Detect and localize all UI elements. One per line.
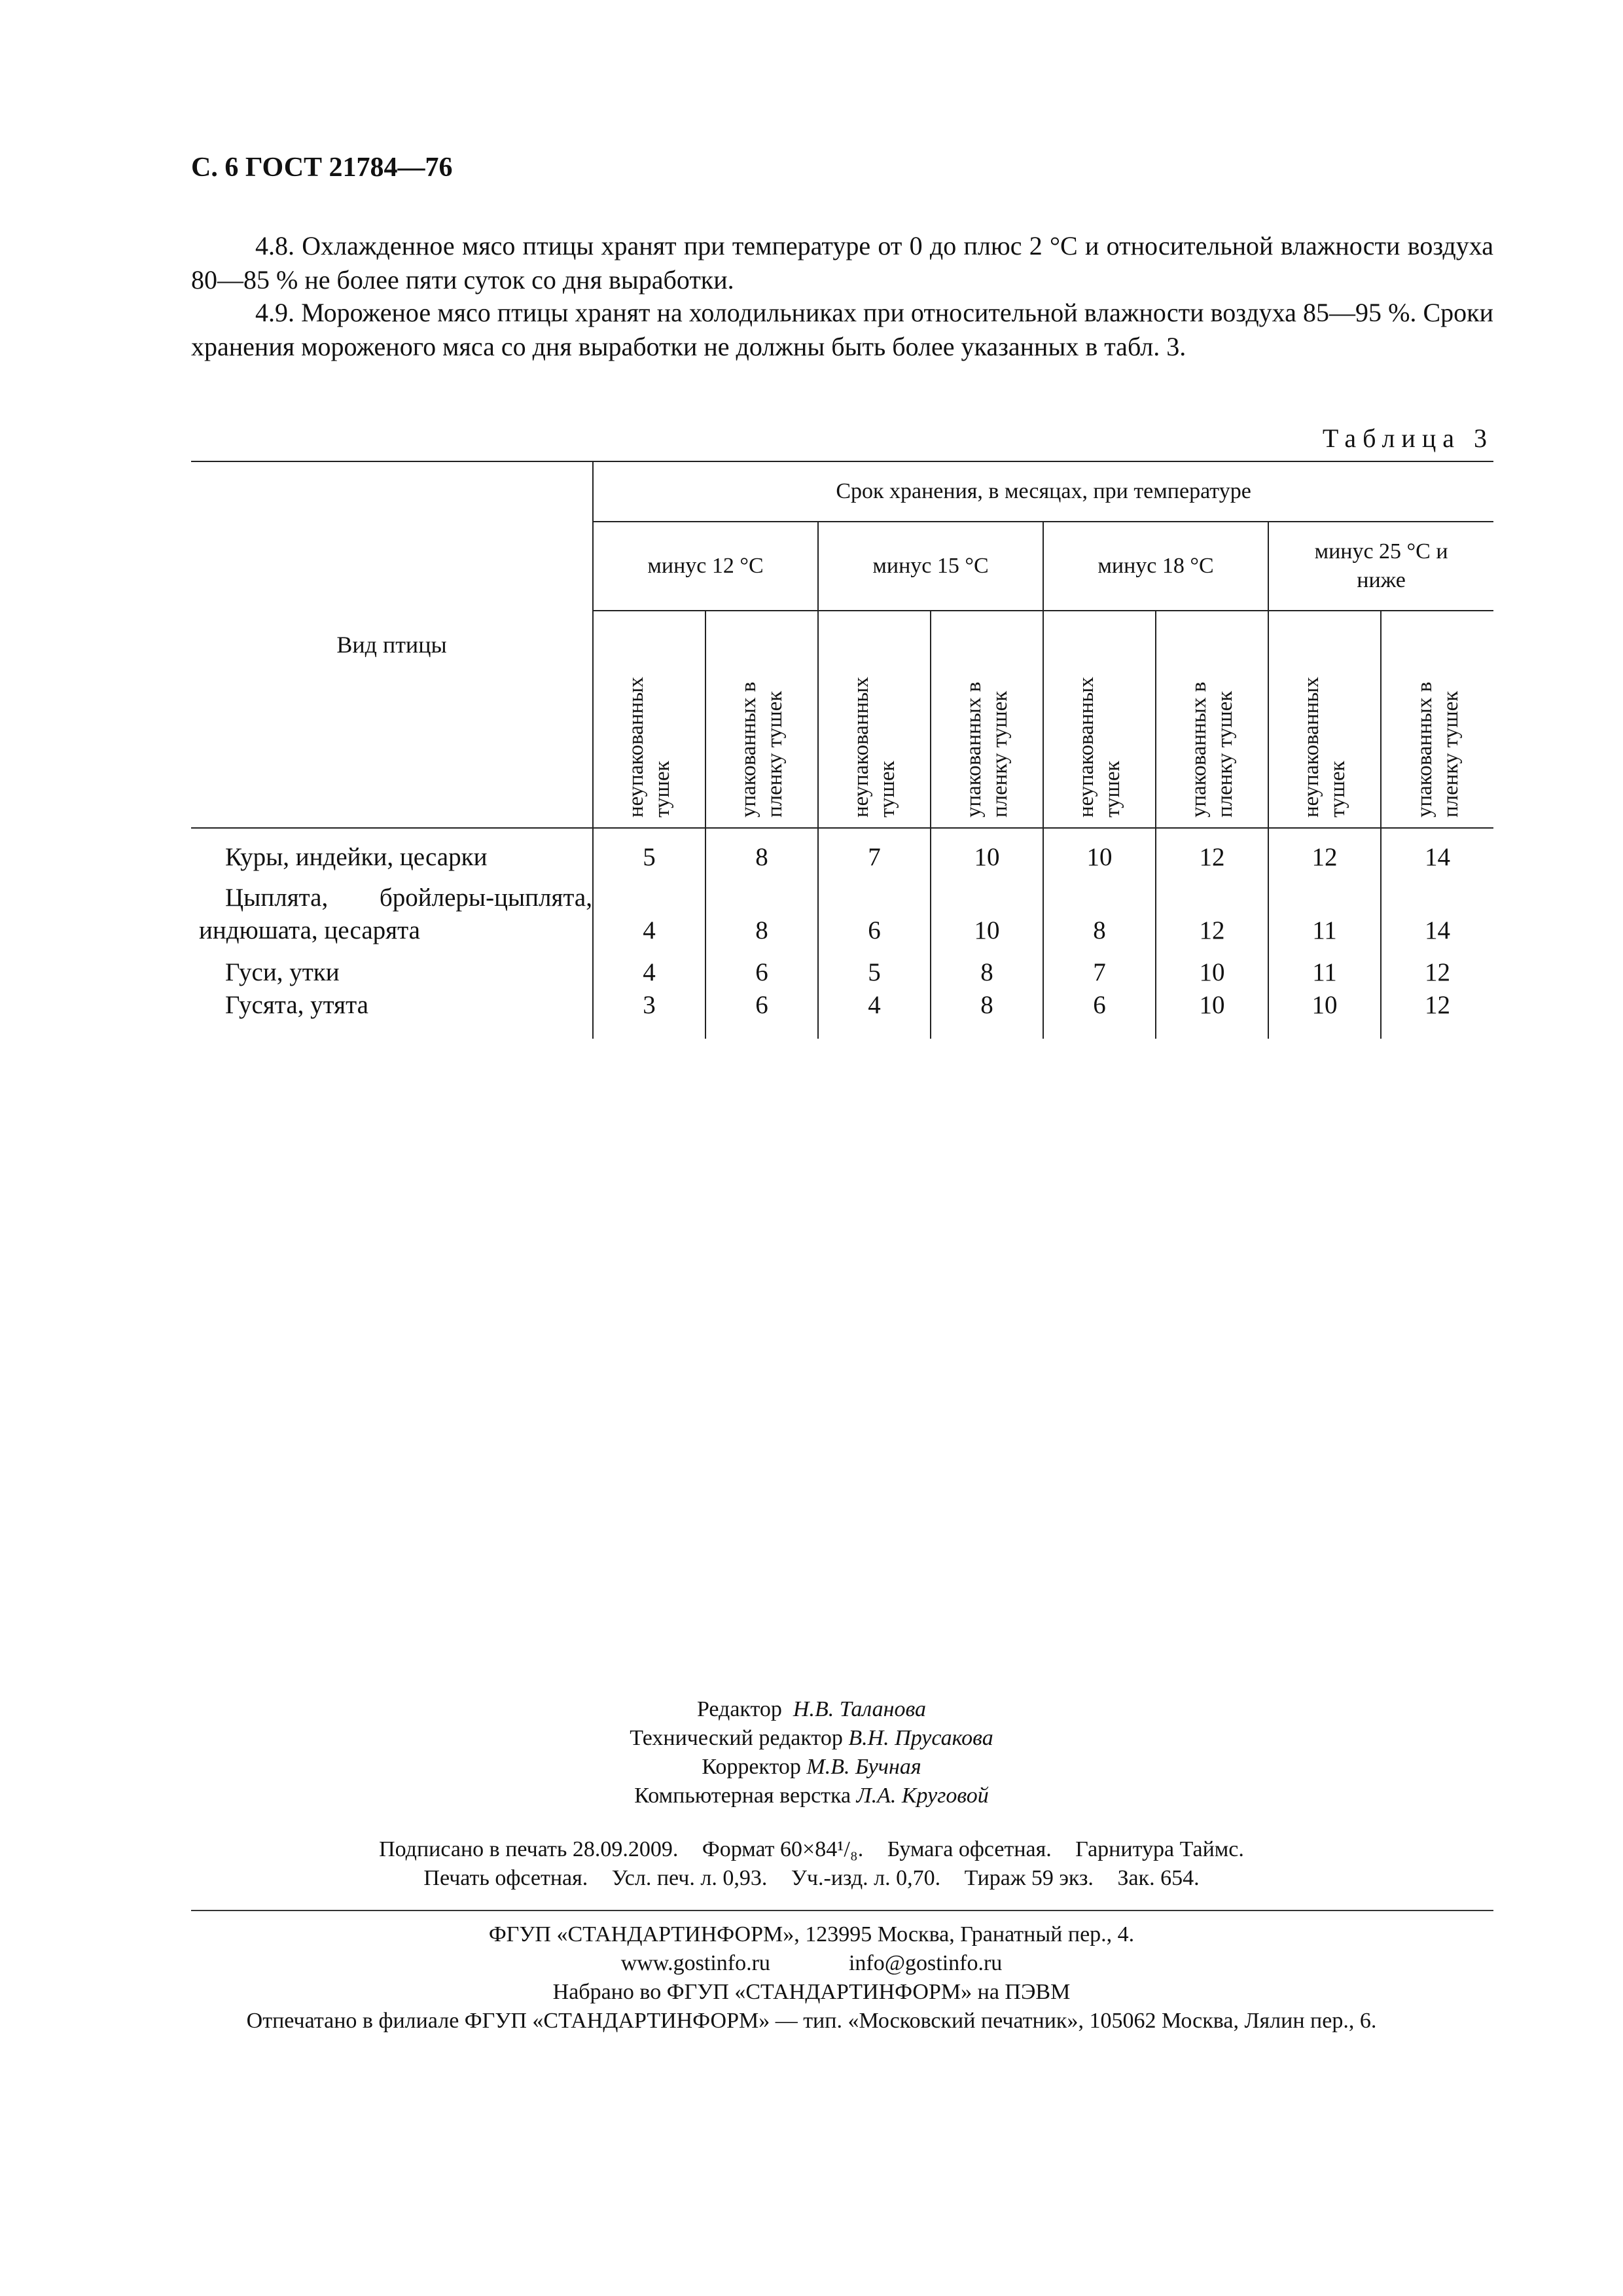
print-zak: Зак. 654. [1117,1866,1200,1890]
temp-header-minus-12: минус 12 °С [593,522,818,611]
publisher-website-link[interactable]: www.gostinfo.ru [620,1951,770,1975]
publisher-address: ФГУП «СТАНДАРТИНФОРМ», 123995 Москва, Гранатный пер., 4. [488,1922,1135,1946]
table-cell: 3 [593,989,705,1039]
table-cell: 6 [818,874,931,947]
paragraph-text: 4.8. Охлажденное мясо птицы хранят при температуре от 0 до плюс 2 °С и относительной влажности воздуха 80—85 % не более пяти суток со дня выработки. [191,231,1493,295]
subheader-text: упакованных в пленку тушек [737,681,787,817]
table-cell: 6 [705,989,818,1039]
publisher-typeset: Набрано во ФГУП «СТАНДАРТИНФОРМ» на ПЭВМ [552,1980,1071,2004]
print-info [0,1835,1623,1893]
table-cell: 8 [1043,874,1156,947]
subheader-unpacked [593,611,705,828]
paragraph-4-8 [191,229,1493,297]
subheader-packed [705,611,818,828]
publisher-block [0,1920,1623,2036]
subheader-text: упакованных в пленку тушек [1187,681,1237,817]
credit-name: Л.А. Круговой [856,1784,989,1808]
table-row [191,989,1493,1039]
print-uch: Уч.-изд. л. 0,70. [791,1866,941,1890]
subheader-unpacked [818,611,931,828]
table-row [191,828,1493,874]
credit-tech-editor [0,1724,1623,1753]
row-bird-name: Куры, индейки, цесарки [225,843,488,871]
page-header: С. 6 ГОСТ 21784—76 [191,152,453,183]
print-info-line-1 [0,1835,1623,1864]
temp-header-minus-18: минус 18 °С [1043,522,1268,611]
print-format: Формат 60×84¹/₈. [702,1837,864,1861]
temp-header-minus-15: минус 15 °С [818,522,1043,611]
print-signed: Подписано в печать 28.09.2009. [379,1837,679,1861]
subheader-packed [1381,611,1493,828]
paragraph-text: 4.9. Мороженое мясо птицы хранят на холодильниках при относительной влажности воздуха 85—95 %. Сроки хранения мороженого мяса со дня выработки не должны быть более указанных в табл. 3. [191,298,1493,361]
group-header-storage-period: Срок хранения, в месяцах, при температуре [593,461,1493,522]
table-cell: 4 [593,874,705,947]
table-cell: 8 [931,989,1043,1039]
subheader-text: упакованных в пленку тушек [962,681,1012,817]
credit-role: Редактор [696,1697,782,1721]
print-usl: Усл. печ. л. 0,93. [611,1866,768,1890]
table-cell: 4 [818,989,931,1039]
subheader-unpacked [1268,611,1381,828]
credits-block [0,1695,1623,1810]
credit-role: Корректор [702,1755,801,1779]
row-bird-name: Гуси, утки [225,958,340,986]
table-cell: 12 [1156,828,1268,874]
credit-corrector [0,1753,1623,1782]
table-cell: 8 [931,947,1043,989]
temp-header-label: минус 25 °С и ниже [1314,539,1448,592]
table-row [191,947,1493,989]
credit-name: М.В. Бучная [806,1755,921,1779]
table-cell: 10 [1156,989,1268,1039]
table-cell: 5 [593,828,705,874]
table-cell: 10 [931,828,1043,874]
table-cell: 7 [1043,947,1156,989]
print-font: Гарнитура Таймс. [1075,1837,1244,1861]
credit-editor [0,1695,1623,1724]
credit-role: Компьютерная верстка [634,1784,851,1808]
temp-header-minus-25 [1268,522,1493,611]
table-cell: 14 [1381,828,1493,874]
subheader-text: упакованных в пленку тушек [1412,681,1463,817]
subheader-text: неупакованных тушек [849,677,899,817]
publisher-email-link[interactable]: info@gostinfo.ru [848,1951,1003,1975]
print-method: Печать офсетная. [423,1866,588,1890]
table-cell: 12 [1268,828,1381,874]
table-cell: 8 [705,874,818,947]
print-paper: Бумага офсетная. [887,1837,1052,1861]
column-header-bird-type: Вид птицы [191,461,593,828]
table-cell: 12 [1381,989,1493,1039]
table-cell: 4 [593,947,705,989]
table-row [191,874,1493,947]
subheader-unpacked [1043,611,1156,828]
credit-role: Технический редактор [630,1726,843,1750]
table-cell: 5 [818,947,931,989]
publisher-printed: Отпечатано в филиале ФГУП «СТАНДАРТИНФОРМ» — тип. «Московский печатник», 105062 Москва, Лялин пер., 6. [246,2009,1377,2033]
row-bird-name: Цыплята, бройлеры-цыплята, индюшата, цесарята [199,884,592,944]
table-cell: 10 [1156,947,1268,989]
subheader-packed [931,611,1043,828]
table-cell: 6 [1043,989,1156,1039]
print-tirazh: Тираж 59 экз. [964,1866,1094,1890]
credit-layout [0,1782,1623,1810]
publisher-contacts [0,1949,1623,1978]
paragraph-4-9 [191,296,1493,364]
table-cell: 10 [1268,989,1381,1039]
table-cell: 8 [705,828,818,874]
row-bird-name: Гусята, утята [225,991,368,1019]
table-cell: 6 [705,947,818,989]
table-cell: 10 [1043,828,1156,874]
print-info-line-2 [0,1864,1623,1893]
subheader-packed [1156,611,1268,828]
subheader-text: неупакованных тушек [1075,677,1124,817]
table-cell: 7 [818,828,931,874]
subheader-text: неупакованных тушек [1300,677,1349,817]
credit-name: Н.В. Таланова [793,1697,927,1721]
table-cell: 11 [1268,947,1381,989]
table-cell: 11 [1268,874,1381,947]
table-cell: 12 [1156,874,1268,947]
subheader-text: неупакованных тушек [624,677,674,817]
table-cell: 12 [1381,947,1493,989]
table-cell: 14 [1381,874,1493,947]
table-cell: 10 [931,874,1043,947]
storage-table [191,461,1493,1039]
table-caption: Таблица 3 [1322,423,1493,453]
divider [191,1910,1493,1911]
credit-name: В.Н. Прусакова [848,1726,993,1750]
